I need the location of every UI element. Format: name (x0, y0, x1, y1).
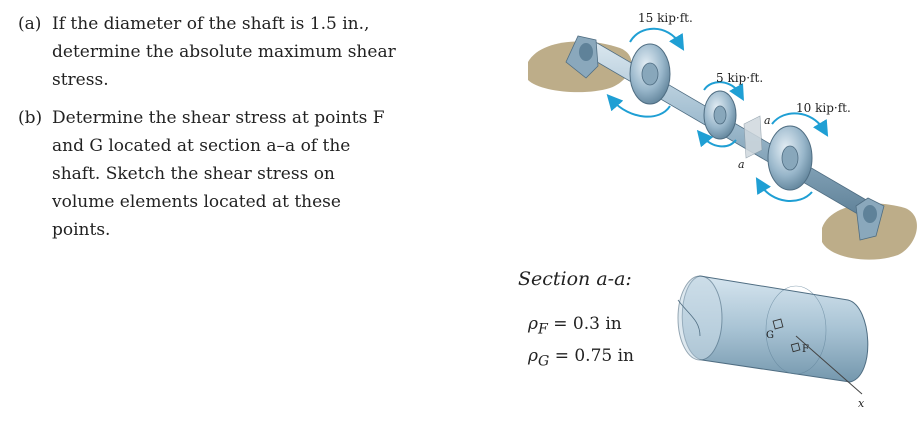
part-a-label: (a) (18, 14, 42, 34)
rho-F-value: = 0.3 in (547, 314, 622, 334)
part-b-line-5: points. (52, 220, 111, 240)
x-axis-label: x (858, 397, 865, 410)
part-b-line-2: and G located at section a–a of the (52, 136, 351, 156)
disk-15 (630, 44, 670, 104)
rho-G-symbol: ρ (528, 346, 538, 366)
section-mark-bottom: a (738, 158, 745, 171)
torque-label-15: 15 kip·ft. (638, 11, 693, 25)
part-a-line-2: determine the absolute maximum shear (52, 42, 396, 62)
part-b-label: (b) (18, 108, 43, 128)
section-title: Section a-a: (518, 268, 632, 290)
point-label-F: F (802, 344, 809, 355)
torque-arrow-10-top (772, 113, 824, 130)
rho-G-value: = 0.75 in (549, 346, 635, 366)
section-cylinder (678, 276, 868, 382)
section-mark-top: a (764, 114, 771, 127)
rho-F (528, 314, 622, 337)
part-a-line-1: If the diameter of the shaft is 1.5 in., (52, 14, 370, 34)
part-a-line-3: stress. (52, 70, 109, 90)
torque-arrow-15-top (630, 29, 680, 44)
part-b-line-4: volume elements located at these (52, 192, 341, 212)
rho-G (528, 346, 634, 369)
rho-G-sub: G (538, 353, 550, 370)
part-b-line-3: shaft. Sketch the shear stress on (52, 164, 335, 184)
torque-label-10: 10 kip·ft. (796, 101, 851, 115)
rho-F-sub: F (538, 321, 548, 338)
torque-label-5: 5 kip·ft. (716, 71, 764, 85)
disk-5 (704, 91, 736, 139)
rho-F-symbol: ρ (528, 314, 538, 334)
torque-arrow-15-bottom (612, 100, 670, 117)
disk-10 (768, 126, 812, 190)
point-label-G: G (766, 330, 774, 341)
part-b-line-1: Determine the shear stress at points F (52, 108, 385, 128)
